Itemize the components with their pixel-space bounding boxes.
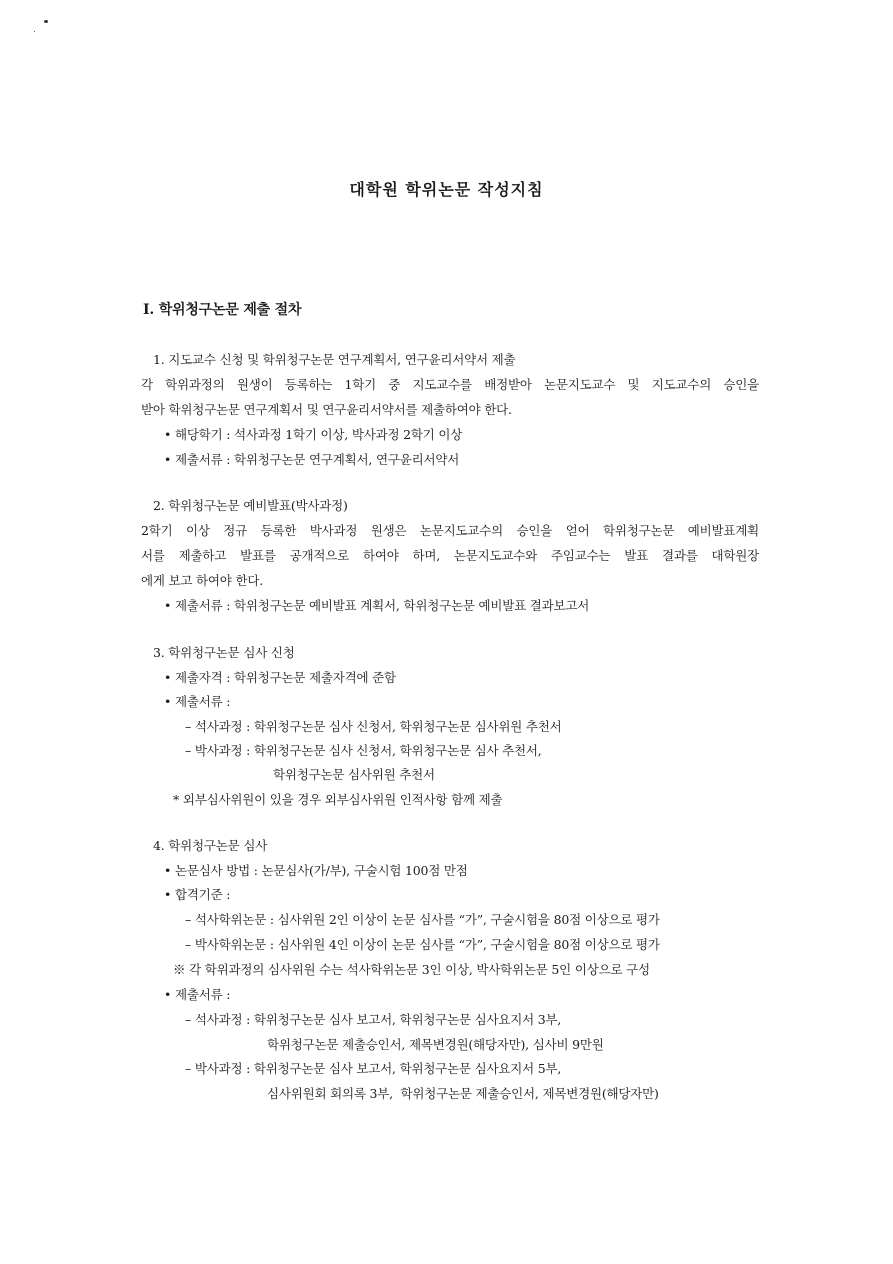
item-3-heading: 3. 학위청구논문 심사 신청 (153, 645, 295, 660)
item-4-bullet: • 합격기준 : (164, 887, 231, 902)
item-2-body-line: 서를 제출하고 발표를 공개적으로 하여야 하며, 논문지도교수와 주임교수는 발표 결과를 대학원장 (141, 548, 759, 563)
item-4-note: ※ 각 학위과정의 심사위원 수는 석사학위논문 3인 이상, 박사학위논문 5인 이상으로 구성 (173, 962, 650, 977)
item-4-subitem-continuation: 심사위원회 회의록 3부, 학위청구논문 제출승인서, 제목변경원(해당자만) (267, 1086, 659, 1101)
item-1-body-line: 각 학위과정의 원생이 등록하는 1학기 중 지도교수를 배정받아 논문지도교수 및 지도교수의 승인을 (141, 377, 759, 392)
item-2-bullet: • 제출서류 : 학위청구논문 예비발표 계획서, 학위청구논문 예비발표 결과보고서 (164, 598, 590, 613)
item-2-heading: 2. 학위청구논문 예비발표(박사과정) (153, 498, 348, 513)
item-1-bullet: • 제출서류 : 학위청구논문 연구계획서, 연구윤리서약서 (164, 452, 460, 467)
item-3-note: * 외부심사위원이 있을 경우 외부심사위원 인적사항 함께 제출 (173, 792, 503, 807)
item-4-bullet: • 논문심사 방법 : 논문심사(가/부), 구술시험 100점 만점 (164, 863, 468, 878)
scan-speck (44, 20, 48, 23)
section-heading: Ⅰ. 학위청구논문 제출 절차 (143, 302, 302, 318)
item-4-bullet: • 제출서류 : (164, 987, 231, 1002)
item-3-bullet: • 제출자격 : 학위청구논문 제출자격에 준함 (164, 670, 396, 685)
item-2-body-line: 2학기 이상 정규 등록한 박사과정 원생은 논문지도교수의 승인을 얻어 학위청구논문 예비발표계획 (141, 523, 759, 538)
item-2-body-line: 에게 보고 하여야 한다. (141, 573, 263, 588)
item-4-subitem: – 박사학위논문 : 심사위원 4인 이상이 논문 심사를 “가”, 구술시험을 80점 이상으로 평가 (185, 937, 660, 952)
scan-speck (34, 31, 35, 32)
item-1-bullet: • 해당학기 : 석사과정 1학기 이상, 박사과정 2학기 이상 (164, 427, 463, 442)
item-1-heading: 1. 지도교수 신청 및 학위청구논문 연구계획서, 연구윤리서약서 제출 (153, 352, 516, 367)
item-1-body-line: 받아 학위청구논문 연구계획서 및 연구윤리서약서를 제출하여야 한다. (141, 402, 512, 417)
item-4-heading: 4. 학위청구논문 심사 (153, 838, 268, 853)
item-4-subitem: – 석사학위논문 : 심사위원 2인 이상이 논문 심사를 “가”, 구술시험을 80점 이상으로 평가 (185, 912, 660, 927)
page-title: 대학원 학위논문 작성지침 (349, 180, 544, 199)
item-4-subitem-continuation: 학위청구논문 제출승인서, 제목변경원(해당자만), 심사비 9만원 (267, 1037, 604, 1052)
item-3-bullet: • 제출서류 : (164, 694, 231, 709)
item-3-subitem: – 석사과정 : 학위청구논문 심사 신청서, 학위청구논문 심사위원 추천서 (185, 719, 562, 734)
item-4-subitem: – 박사과정 : 학위청구논문 심사 보고서, 학위청구논문 심사요지서 5부, (185, 1061, 562, 1076)
item-3-subitem: – 박사과정 : 학위청구논문 심사 신청서, 학위청구논문 심사 추천서, (185, 743, 542, 758)
item-4-subitem: – 석사과정 : 학위청구논문 심사 보고서, 학위청구논문 심사요지서 3부, (185, 1012, 562, 1027)
item-3-subitem-continuation: 학위청구논문 심사위원 추천서 (273, 767, 435, 782)
